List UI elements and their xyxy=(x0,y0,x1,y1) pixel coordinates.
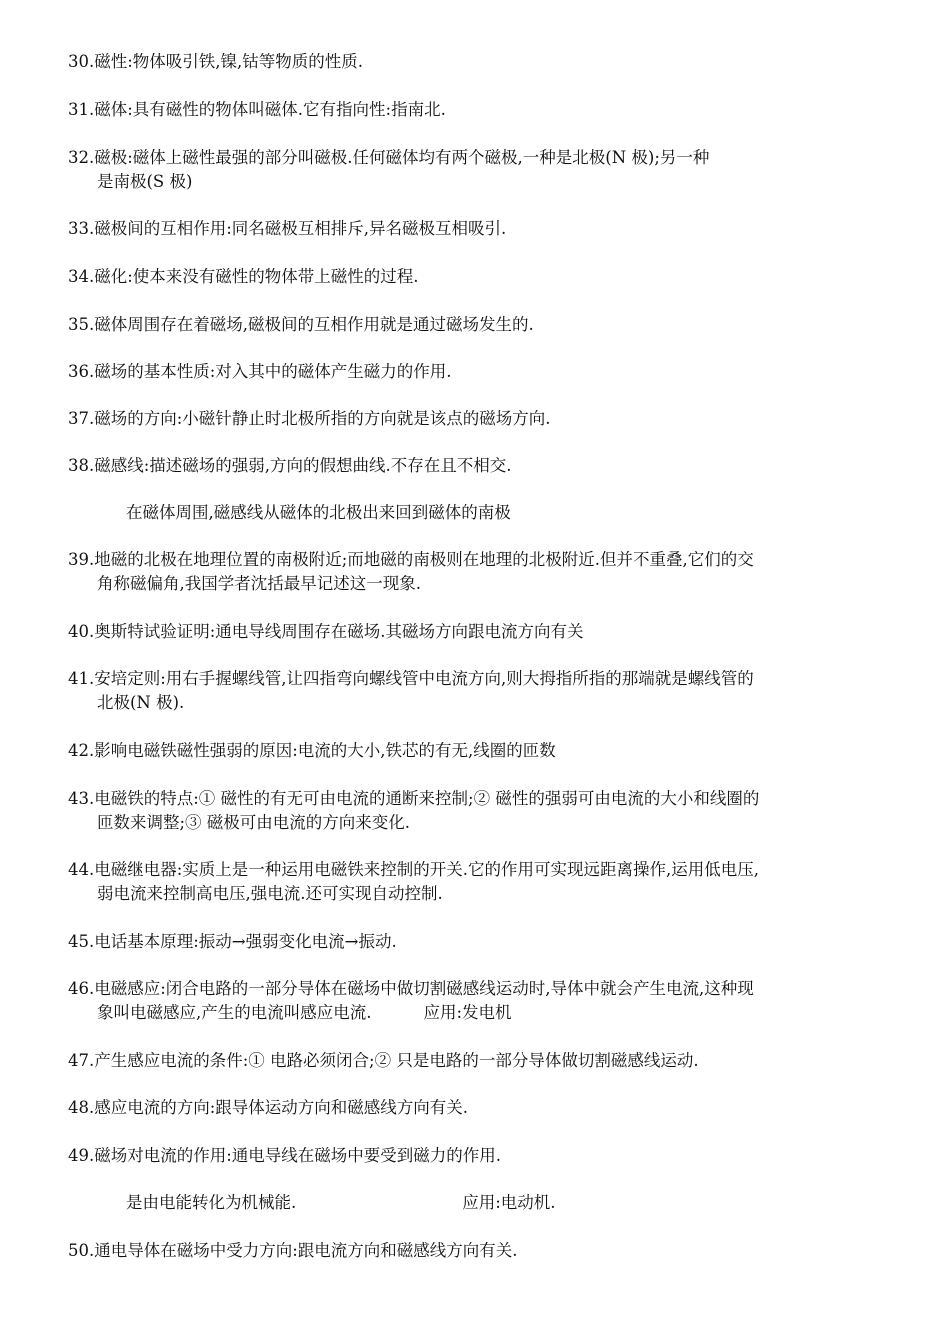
item-text: 磁感线:描述磁场的强弱,方向的假想曲线.不存在且不相交. xyxy=(94,456,512,475)
item-number: 37. xyxy=(68,409,95,428)
item-text: 磁体周围存在着磁场,磁极间的互相作用就是通过磁场发生的. xyxy=(94,315,534,334)
list-item xyxy=(68,787,888,835)
item-number: 47. xyxy=(68,1051,95,1070)
item-text: 磁场对电流的作用:通电导线在磁场中要受到磁力的作用. xyxy=(94,1146,502,1165)
item-number: 36. xyxy=(68,362,95,381)
item-text: 产生感应电流的条件:① 电路必须闭合;② 只是电路的一部分导体做切割磁感线运动. xyxy=(94,1051,699,1070)
list-item xyxy=(68,739,888,763)
item-number: 38. xyxy=(68,456,95,475)
application-note: 应用:电动机. xyxy=(462,1193,556,1212)
item-text-continued: 匝数来调整;③ 磁极可由电流的方向来变化. xyxy=(97,813,411,832)
item-number: 48. xyxy=(68,1098,95,1117)
list-item xyxy=(68,620,888,644)
item-text: 在磁体周围,磁感线从磁体的北极出来回到磁体的南极 xyxy=(126,503,511,522)
list-item xyxy=(68,217,888,241)
item-number: 35. xyxy=(68,315,95,334)
item-text: 通电导体在磁场中受力方向:跟电流方向和磁感线方向有关. xyxy=(94,1241,518,1260)
item-text: 影响电磁铁磁性强弱的原因:电流的大小,铁芯的有无,线圈的匝数 xyxy=(94,741,556,760)
list-item xyxy=(68,407,888,431)
item-number: 34. xyxy=(68,267,95,286)
item-number: 30. xyxy=(68,52,95,71)
item-number: 42. xyxy=(68,741,95,760)
list-item xyxy=(68,930,888,954)
list-item xyxy=(68,265,888,289)
item-text: 电磁铁的特点:① 磁性的有无可由电流的通断来控制;② 磁性的强弱可由电流的大小和线圈的 xyxy=(94,789,760,808)
list-item xyxy=(68,1239,888,1263)
list-item xyxy=(68,146,888,194)
item-text: 电话基本原理:振动→强弱变化电流→振动. xyxy=(94,932,397,951)
item-text: 磁体:具有磁性的物体叫磁体.它有指向性:指南北. xyxy=(94,100,446,119)
list-item xyxy=(68,858,888,906)
list-item xyxy=(68,313,888,337)
item-text: 地磁的北极在地理位置的南极附近;而地磁的南极则在地理的北极附近.但并不重叠,它们的交 xyxy=(94,550,754,569)
item-text: 磁性:物体吸引铁,镍,钴等物质的性质. xyxy=(94,52,364,71)
item-text: 奥斯特试验证明:通电导线周围存在磁场.其磁场方向跟电流方向有关 xyxy=(94,622,584,641)
item-number: 49. xyxy=(68,1146,95,1165)
item-text: 感应电流的方向:跟导体运动方向和磁感线方向有关. xyxy=(94,1098,469,1117)
item-number: 39. xyxy=(68,550,95,569)
list-item xyxy=(68,1049,888,1073)
item-number: 45. xyxy=(68,932,95,951)
item-text-continued: 象叫电磁感应,产生的电流叫感应电流. xyxy=(97,1003,372,1022)
list-item-note xyxy=(126,1191,946,1215)
item-text: 是由电能转化为机械能. xyxy=(126,1193,297,1212)
list-item xyxy=(68,50,888,74)
list-item xyxy=(68,1096,888,1120)
list-item xyxy=(68,454,888,478)
item-number: 50. xyxy=(68,1241,95,1260)
list-item xyxy=(68,667,888,715)
list-item xyxy=(68,977,888,1025)
item-number: 31. xyxy=(68,100,95,119)
item-text-continued: 是南极(S 极) xyxy=(97,172,193,191)
item-number: 43. xyxy=(68,789,95,808)
item-text: 磁化:使本来没有磁性的物体带上磁性的过程. xyxy=(94,267,419,286)
item-text: 安培定则:用右手握螺线管,让四指弯向螺线管中电流方向,则大拇指所指的那端就是螺线管的 xyxy=(94,669,754,688)
item-number: 40. xyxy=(68,622,95,641)
item-number: 46. xyxy=(68,979,95,998)
list-item xyxy=(68,1144,888,1168)
item-number: 44. xyxy=(68,860,95,879)
application-note: 应用:发电机 xyxy=(423,1003,512,1022)
item-text: 磁极:磁体上磁性最强的部分叫磁极.任何磁体均有两个磁极,一种是北极(N 极);另一种 xyxy=(94,148,710,167)
item-text-continued: 角称磁偏角,我国学者沈括最早记述这一现象. xyxy=(97,574,421,593)
list-item xyxy=(68,98,888,122)
item-text: 电磁继电器:实质上是一种运用电磁铁来控制的开关.它的作用可实现远距离操作,运用低电压, xyxy=(94,860,760,879)
item-text: 磁场的基本性质:对入其中的磁体产生磁力的作用. xyxy=(94,362,452,381)
list-item xyxy=(68,548,888,596)
list-item-note xyxy=(126,501,946,525)
item-number: 32. xyxy=(68,148,95,167)
item-text-continued: 弱电流来控制高电压,强电流.还可实现自动控制. xyxy=(97,884,443,903)
item-text: 磁极间的互相作用:同名磁极互相排斥,异名磁极互相吸引. xyxy=(94,219,507,238)
item-text: 电磁感应:闭合电路的一部分导体在磁场中做切割磁感线运动时,导体中就会产生电流,这种现 xyxy=(94,979,754,998)
item-number: 33. xyxy=(68,219,95,238)
list-item xyxy=(68,360,888,384)
item-text-continued: 北极(N 极). xyxy=(97,693,185,712)
item-text: 磁场的方向:小磁针静止时北极所指的方向就是该点的磁场方向. xyxy=(94,409,551,428)
item-number: 41. xyxy=(68,669,95,688)
